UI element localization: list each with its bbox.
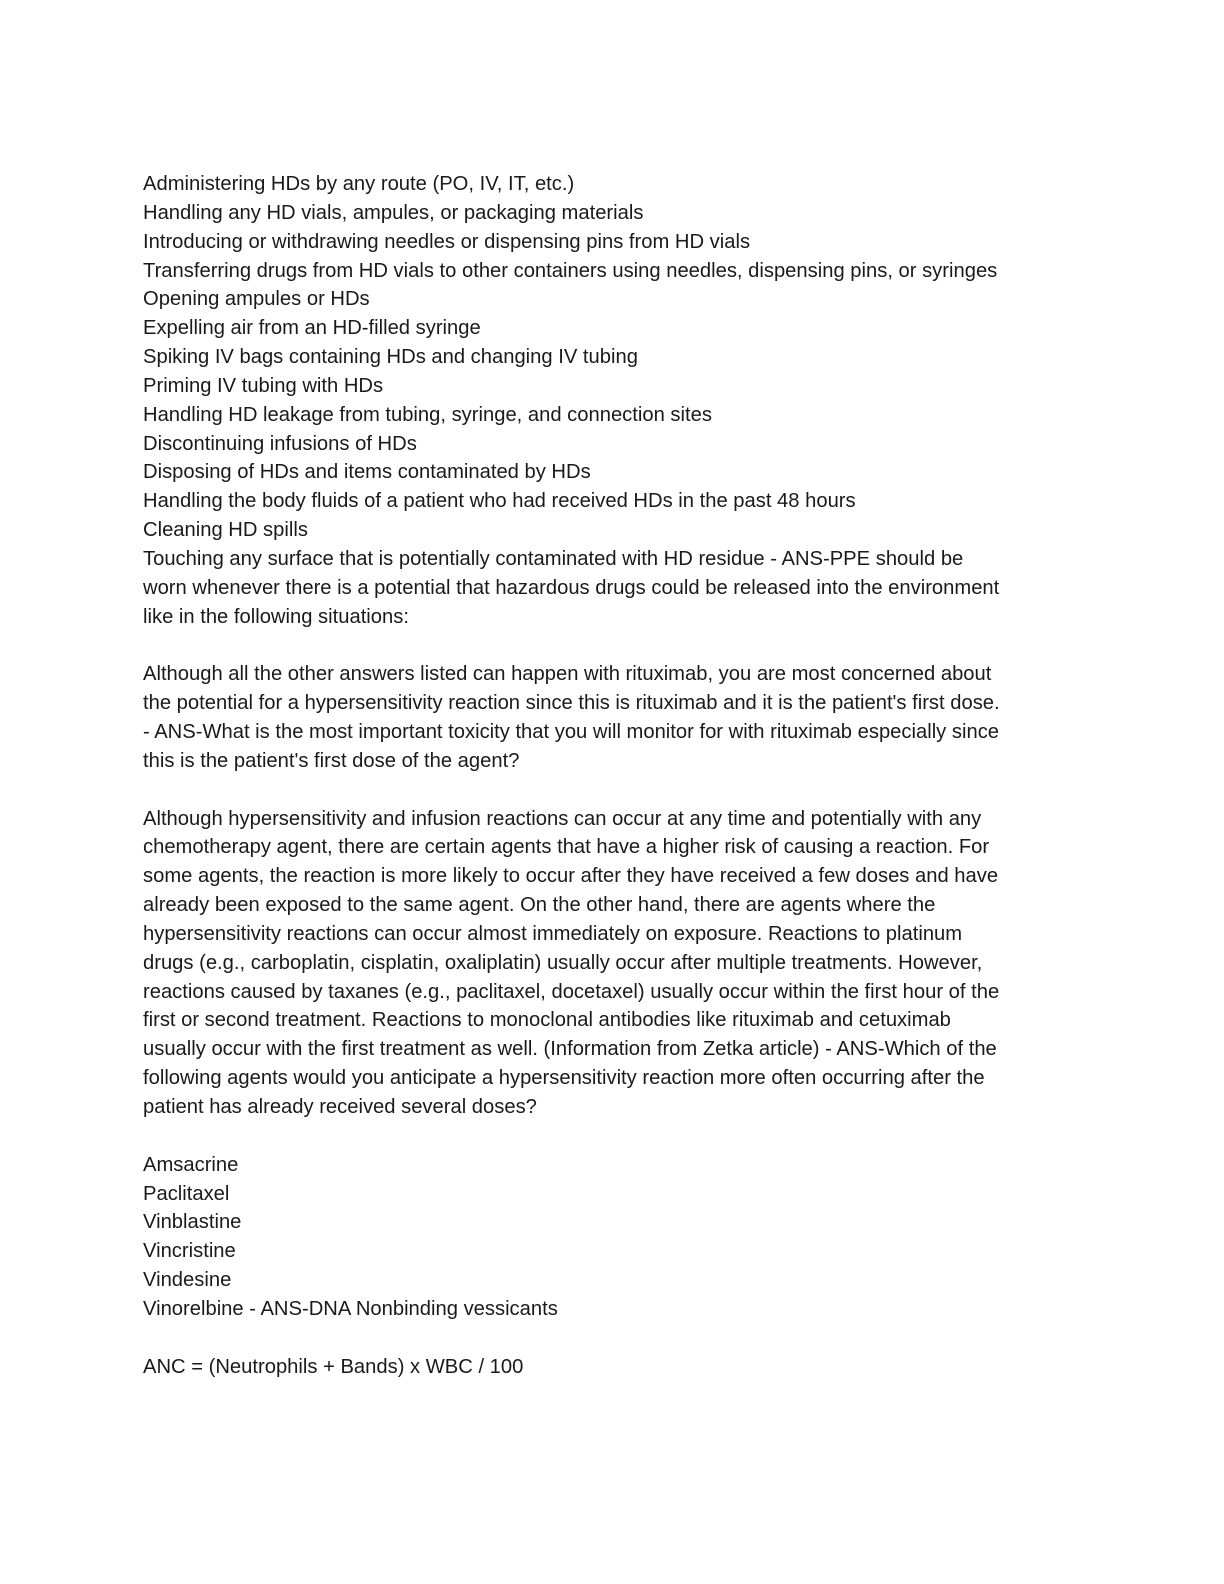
- anc-formula: ANC = (Neutrophils + Bands) x WBC / 100: [143, 1355, 524, 1378]
- paragraph-line: reactions caused by taxanes (e.g., paclitaxel, docetaxel) usually occur within the first hour of the: [143, 980, 1000, 1003]
- paragraph-line: chemotherapy agent, there are certain agents that have a higher risk of causing a reaction. For: [143, 836, 990, 859]
- list-item: Spiking IV bags containing HDs and changing IV tubing: [143, 346, 638, 369]
- hypersensitivity-paragraph: [143, 805, 1078, 1122]
- paragraph-line: Although all the other answers listed can happen with rituximab, you are most concerned about: [143, 663, 992, 686]
- list-item: Disposing of HDs and items contaminated by HDs: [143, 461, 591, 484]
- list-item: Vindesine: [143, 1269, 232, 1292]
- list-item: Transferring drugs from HD vials to other containers using needles, dispensing pins, or syringes: [143, 259, 998, 282]
- list-item: Amsacrine: [143, 1153, 239, 1176]
- paragraph-line: following agents would you anticipate a hypersensitivity reaction more often occurring after the: [143, 1067, 985, 1090]
- ppe-answer-paragraph: [143, 545, 1078, 632]
- paragraph-line: like in the following situations:: [143, 605, 409, 628]
- paragraph-gap: [143, 1122, 1078, 1151]
- paragraph-gap: [143, 776, 1078, 805]
- paragraph-line: first or second treatment. Reactions to monoclonal antibodies like rituximab and cetuximab: [143, 1009, 951, 1032]
- paragraph-line: worn whenever there is a potential that hazardous drugs could be released into the environment: [143, 576, 1000, 599]
- list-item: Opening ampules or HDs: [143, 288, 370, 311]
- document-page: [143, 170, 1078, 1381]
- paragraph-gap: [143, 1324, 1078, 1353]
- list-item: Discontinuing infusions of HDs: [143, 432, 417, 455]
- paragraph-gap: [143, 632, 1078, 661]
- list-item: Administering HDs by any route (PO, IV, IT, etc.): [143, 173, 575, 195]
- paragraph-line: patient has already received several doses?: [143, 1096, 537, 1118]
- list-item: Handling any HD vials, ampules, or packaging materials: [143, 201, 644, 224]
- rituximab-paragraph: [143, 660, 1078, 775]
- paragraph-line: this is the patient's first dose of the agent?: [143, 749, 520, 772]
- list-item: Handling HD leakage from tubing, syringe, and connection sites: [143, 403, 712, 426]
- paragraph-line: - ANS-What is the most important toxicity that you will monitor for with rituximab especially since: [143, 721, 1000, 744]
- paragraph-line: some agents, the reaction is more likely to occur after they have received a few doses and have: [143, 865, 999, 888]
- paragraph-line: usually occur with the first treatment as well. (Information from Zetka article) - ANS-Which of the: [143, 1038, 997, 1061]
- list-item: Vinblastine: [143, 1211, 242, 1234]
- paragraph-line: drugs (e.g., carboplatin, cisplatin, oxaliplatin) usually occur after multiple treatments. However,: [143, 951, 983, 974]
- list-item: Vincristine: [143, 1240, 236, 1263]
- list-item: Priming IV tubing with HDs: [143, 374, 384, 397]
- ppe-situations-list: [143, 170, 1078, 545]
- list-item: Expelling air from an HD-filled syringe: [143, 317, 481, 340]
- paragraph-line: Although hypersensitivity and infusion reactions can occur at any time and potentially with any: [143, 807, 982, 830]
- list-item: Cleaning HD spills: [143, 519, 308, 542]
- paragraph-line: Touching any surface that is potentially contaminated with HD residue - ANS-PPE should be: [143, 547, 964, 570]
- list-item: Handling the body fluids of a patient who had received HDs in the past 48 hours: [143, 490, 856, 513]
- paragraph-line: already been exposed to the same agent. On the other hand, there are agents where the: [143, 894, 936, 917]
- vesicant-list: [143, 1151, 1078, 1324]
- list-item: Introducing or withdrawing needles or dispensing pins from HD vials: [143, 230, 751, 253]
- list-item: Paclitaxel: [143, 1182, 230, 1205]
- paragraph-line: the potential for a hypersensitivity reaction since this is rituximab and it is the patient's first dose.: [143, 692, 1000, 715]
- list-item: Vinorelbine - ANS-DNA Nonbinding vessicants: [143, 1297, 558, 1320]
- paragraph-line: hypersensitivity reactions can occur almost immediately on exposure. Reactions to platinum: [143, 922, 963, 945]
